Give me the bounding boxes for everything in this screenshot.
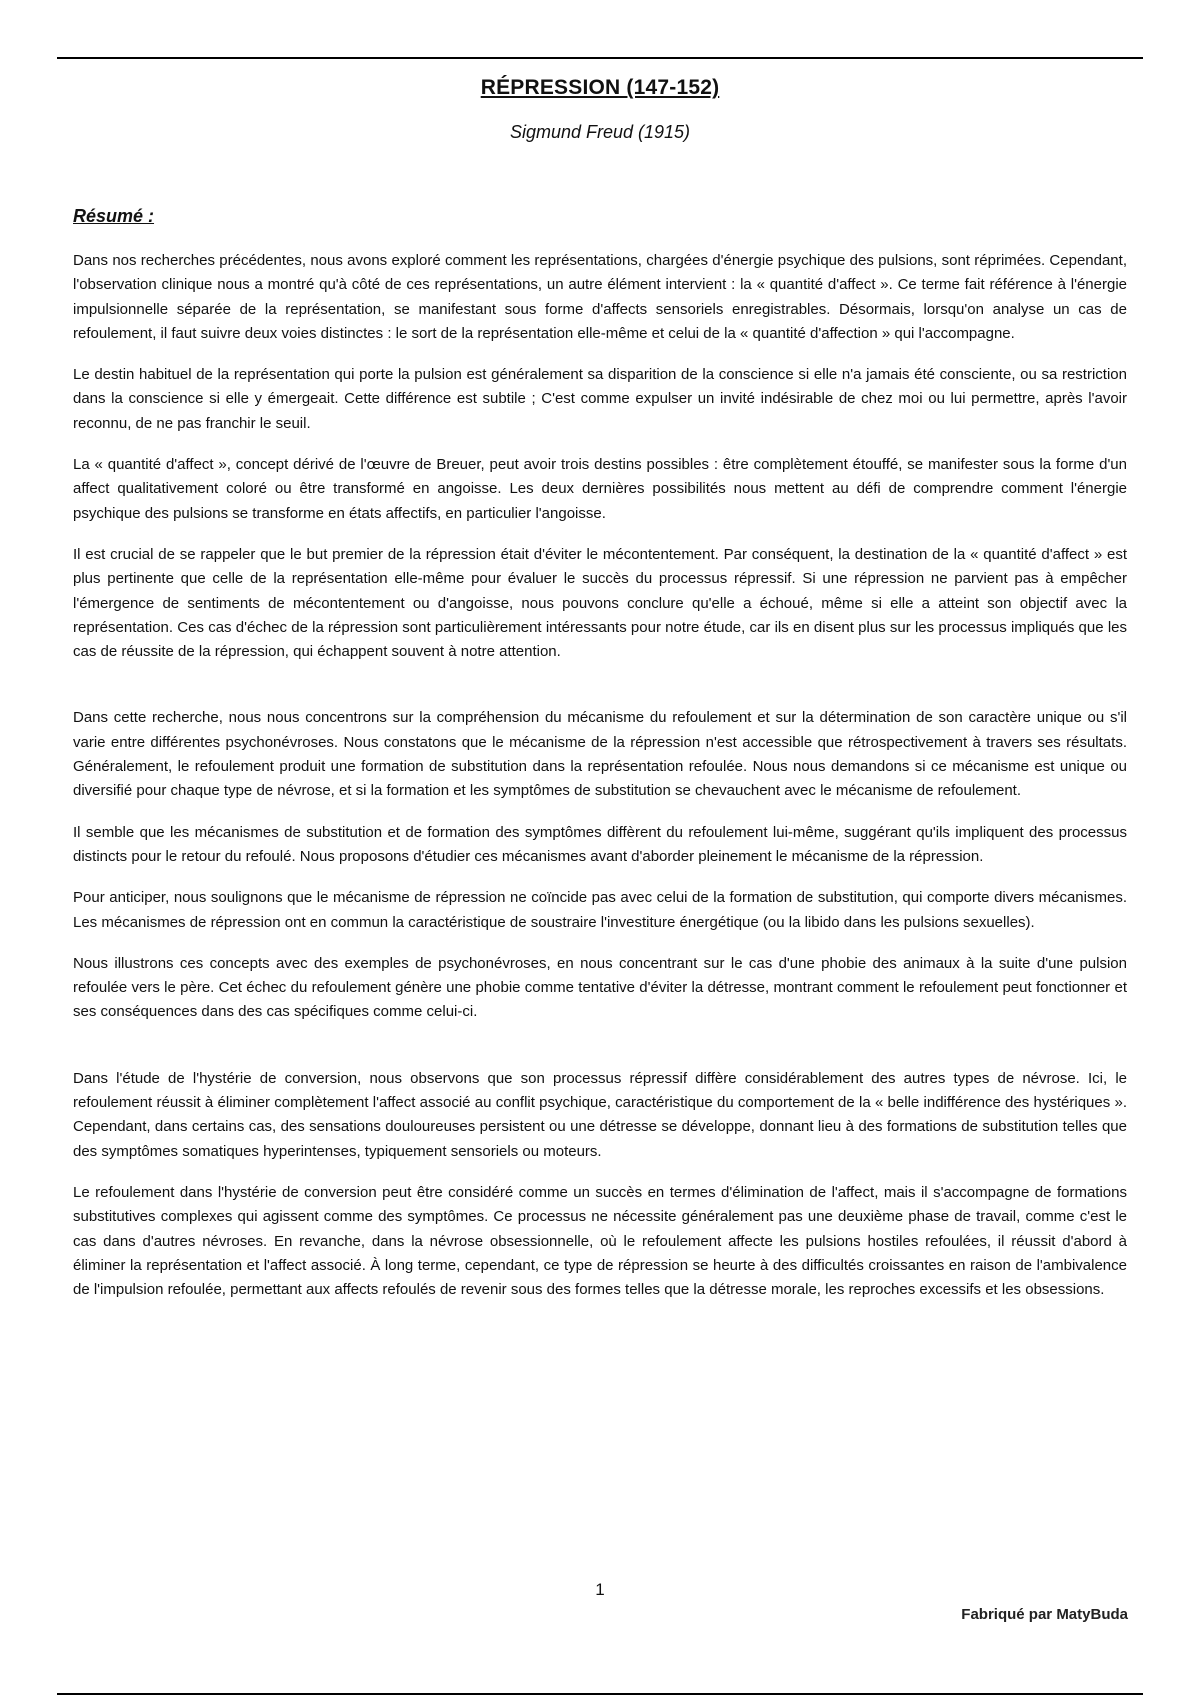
section-label-resume: Résumé : (73, 206, 155, 226)
paragraph: Dans nos recherches précédentes, nous avons exploré comment les représentations, chargées d'énergie psychique des pulsions, sont réprimées. Cependant, l'observation clinique nous a montré qu'à côté de ces représentations, un autre élément intervient : la « quantité d'affect ». Ce terme fait référence à l'énergie impulsionnelle séparée de la représentation, se manifestant sous forme d'affects sensoriels enregistrables. Désormais, lorsqu'on analyse un cas de refoulement, il faut suivre deux voies distinctes : le sort de la représentation elle-même et celui de la « quantité d'affection » qui l'accompagne. (73, 252, 1127, 342)
page-number: 1 (595, 1580, 605, 1599)
paragraph: Dans l'étude de l'hystérie de conversion, nous observons que son processus répressif diffère considérablement des autres types de névrose. Ici, le refoulement réussit à éliminer complètement l'affect associé au conflit psychique, caractéristique du comportement de la « belle indifférence des hystériques ». Cependant, dans certains cas, des sensations douloureuses persistent ou une détresse se développe, donnant lieu à des formations de substitution telles que des symptômes somatiques hyperintenses, typiquement sensoriels ou moteurs. (73, 1069, 1127, 1160)
paragraph: Il semble que les mécanismes de substitution et de formation des symptômes diffèrent du refoulement lui-même, suggérant qu'ils impliquent des processus distincts pour le retour du refoulé. Nous proposons d'étudier ces mécanismes avant d'aborder pleinement le mécanisme de la répression. (73, 823, 1127, 865)
paragraph: Il est crucial de se rappeler que le but premier de la répression était d'éviter le mécontentement. Par conséquent, la destination de la « quantité d'affect » est plus pertinente que celle de la représentation elle-même pour évaluer le succès du processus répressif. Si une répression ne parvient pas à empêcher l'émergence de sentiments de mécontentement ou d'angoisse, nous pouvons conclure qu'elle a échoué, même si elle a atteint son objectif avec la représentation. Ces cas d'échec de la répression sont particulièrement intéressants pour notre étude, car ils en disent plus sur les processus impliqués que les cas de réussite de la répression, qui échappent souvent à notre attention. (73, 545, 1127, 661)
bottom-rule (57, 1693, 1143, 1695)
paragraph: La « quantité d'affect », concept dérivé de l'œuvre de Breuer, peut avoir trois destins possibles : être complètement étouffé, se manifester sous la forme d'un affect qualitativement coloré ou être transformé en angoisse. Les deux dernières possibilités nous mettent au défi de comprendre comment l'énergie psychique des pulsions se transforme en états affectifs, en particulier l'angoisse. (73, 456, 1127, 522)
paragraph: Pour anticiper, nous soulignons que le mécanisme de répression ne coïncide pas avec celui de la formation de substitution, qui comporte divers mécanismes. Les mécanismes de répression ont en commun la caractéristique de soustraire l'investiture énergétique (ou la libido dans les pulsions sexuelles). (73, 889, 1127, 931)
top-rule (57, 57, 1143, 59)
footer-credit: Fabriqué par MatyBuda (961, 1606, 1128, 1623)
paragraph: Le destin habituel de la représentation qui porte la pulsion est généralement sa disparition de la conscience si elle n'a jamais été consciente, ou sa restriction dans la conscience si elle y émergeait. Cette différence est subtile ; C'est comme expulser un invité indésirable de chez moi ou lui permettre, après l'avoir reconnu, de ne pas franchir le seuil. (73, 366, 1127, 432)
paragraph: Dans cette recherche, nous nous concentrons sur la compréhension du mécanisme du refoulement et sur la détermination de son caractère unique ou s'il varie entre différentes psychonévroses. Nous constatons que le mécanisme de la répression n'est accessible que rétrospectivement à travers ses résultats. Généralement, le refoulement produit une formation de substitution dans la représentation refoulée. Nous nous demandons si ce mécanisme est unique ou diversifié pour chaque type de névrose, et si la formation et les symptômes de substitution se chevauchent avec le mécanisme de refoulement. (73, 709, 1127, 800)
paragraph: Nous illustrons ces concepts avec des exemples de psychonévroses, en nous concentrant sur le cas d'une phobie des animaux à la suite d'une pulsion refoulée vers le père. Cet échec du refoulement génère une phobie comme tentative d'éviter la détresse, montrant comment le refoulement peut fonctionner et ses conséquences dans des cas spécifiques comme celui-ci. (73, 954, 1127, 1021)
document-title: RÉPRESSION (147-152) (480, 76, 720, 99)
document-body (73, 249, 1127, 1319)
paragraph: Le refoulement dans l'hystérie de conversion peut être considéré comme un succès en termes d'élimination de l'affect, mais il s'accompagne de formations substitutives complexes qui agissent comme des symptômes. Ce processus ne nécessite généralement pas une deuxième phase de travail, comme c'est le cas dans d'autres névroses. En revanche, dans la névrose obsessionnelle, où le refoulement affecte les pulsions hostiles refoulées, il réussit d'abord à éliminer la représentation et l'affect associé. À long terme, cependant, ce type de répression se heurte à des difficultés croissantes en raison de l'ambivalence de l'impulsion refoulée, permettant aux affects refoulés de revenir sous des formes telles que la détresse morale, les reproches excessifs et les obsessions. (73, 1183, 1127, 1299)
document-author: Sigmund Freud (1915) (509, 122, 691, 142)
